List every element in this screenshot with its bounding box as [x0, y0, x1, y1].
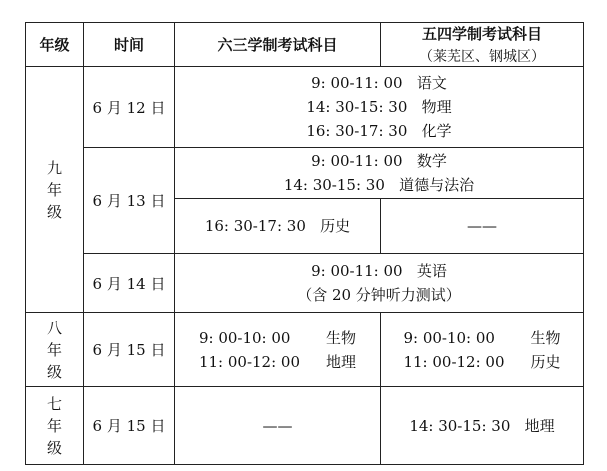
date-cell: 6 月 14 日 [84, 254, 175, 313]
table-row [26, 67, 584, 148]
shared-subjects-cell: 9: 00-11: 00 语文 14: 30-15: 30 物理 16: 30-17: 30 化学 [175, 67, 584, 148]
date-cell: 6 月 13 日 [84, 148, 175, 254]
table-row [26, 254, 584, 313]
six-three-subject-cell: 16: 30-17: 30 历史 [175, 199, 381, 254]
grade-9-label: 九 年 级 [26, 67, 84, 313]
header-row [26, 23, 584, 67]
five-four-subject-cell: 14: 30-15: 30 地理 [381, 387, 584, 465]
grade-8-label: 八 年 级 [26, 313, 84, 387]
header-six-three-subjects: 六三学制考试科目 [175, 23, 381, 67]
grade-7-label: 七 年 级 [26, 387, 84, 465]
header-five-four-title: 五四学制考试科目 [421, 25, 542, 43]
shared-subjects-cell: 9: 00-11: 00 数学 14: 30-15: 30 道德与法治 [175, 148, 584, 199]
five-four-subject-cell: 9: 00-10: 00 生物 11: 00-12: 00 历史 [381, 313, 584, 387]
header-time: 时间 [84, 23, 175, 67]
shared-subjects-cell: 9: 00-11: 00 英语 （含 20 分钟听力测试） [175, 254, 584, 313]
date-cell: 6 月 12 日 [84, 67, 175, 148]
exam-schedule-table [25, 22, 584, 465]
table-row [26, 148, 584, 199]
table-row [26, 313, 584, 387]
five-four-subject-cell: —— [381, 199, 584, 254]
header-five-four-subtitle: （莱芜区、钢城区） [419, 49, 545, 65]
header-grade: 年级 [26, 23, 84, 67]
date-cell: 6 月 15 日 [84, 313, 175, 387]
header-five-four-subjects [381, 23, 584, 67]
six-three-subject-cell: 9: 00-10: 00 生物 11: 00-12: 00 地理 [175, 313, 381, 387]
six-three-subject-cell: —— [175, 387, 381, 465]
table-row [26, 387, 584, 465]
date-cell: 6 月 15 日 [84, 387, 175, 465]
